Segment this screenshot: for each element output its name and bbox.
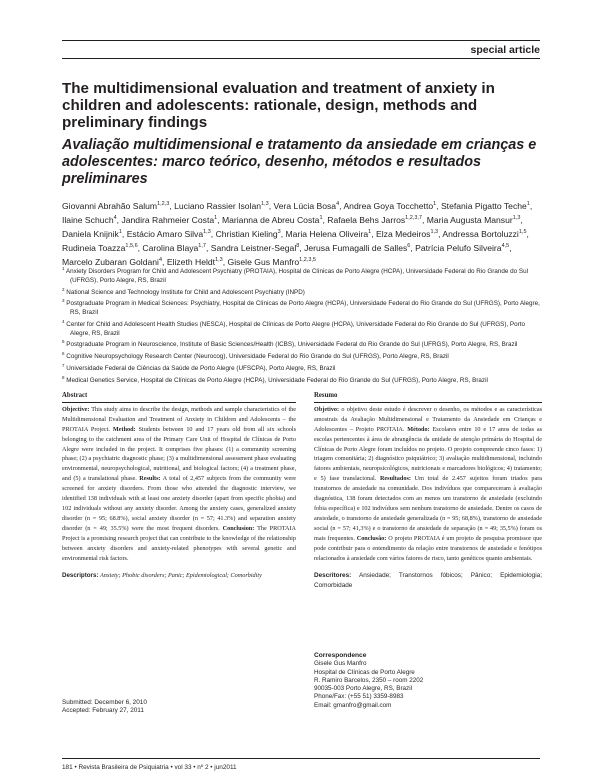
author [216, 229, 281, 239]
affiliation-text: Medical Genetics Service, Hospital de Clínicas de Porto Alegre (HCPA), Universidade Federal do Rio Grande do Sul (UFRGS), Porto Alegre, RS, Brazil [66, 376, 488, 384]
author [327, 215, 422, 225]
author [343, 201, 436, 211]
top-rule [62, 40, 540, 41]
author-affiliation-ref: 1,7 [198, 243, 206, 250]
abstract-rule [62, 402, 296, 403]
author-name: Marcelo Zubaran Goldani [62, 257, 159, 268]
author-affiliation-ref: 4,5 [501, 243, 510, 250]
descriptors-label: Descriptors: [62, 572, 99, 580]
author-name: Carolina Blaya [142, 243, 199, 254]
affiliation-text: Postgraduate Program in Neuroscience, Institute of Basic Sciences/Health (ICBS), Universidade Federal do Rio Grande do Sul (UFRGS), Porto Alegre, RS, Brazil [66, 341, 518, 349]
author [174, 201, 269, 211]
article-title: The multidimensional evaluation and treatment of anxiety in children and adolescents: rationale, design, methods and preliminary findings [62, 80, 495, 131]
author-name: Elza Medeiros [376, 228, 431, 239]
affiliation-text: Center for Child and Adolescent Health Studies (NESCA), Hospital de Clínicas de Porto Alegre (HCPA), Universidade Federal do Rio Grande do Sul (UFRGS), Porto Alegre, RS, Brazil [66, 320, 525, 337]
author-affiliation-ref: 1,3 [430, 229, 439, 236]
author-affiliation-ref: 1,5 [518, 229, 527, 236]
author [376, 229, 438, 239]
author-name: Andressa Bortoluzzi [442, 228, 519, 239]
affiliation-item [62, 338, 542, 350]
author-name: Giovanni Abrahão Salum [62, 200, 158, 211]
author-name: Patrícia Pelufo Silveira [415, 243, 502, 254]
author-list: Giovanni Abrahão Salum$^{1,2,3}$, Luciano Rassier Isolan$^{1,3}$, Vera Lúcia Bosa$^4$, Andrea Goya Tocchetto$^1$, Stefania Pigatto Teche$^1$, Ilaine Schuch$^4$, Jandira Rahmeier Costa$^1$, Marianna de Abreu Costa$^1$, Rafaela Behs Jarros$^{1,2,3,7}$, Maria Augusta Mansur$^{1,3}$, Daniela Knijnik$^1$, Estácio Amaro Silva$^{1,3}$, Christian Kieling$^3$, Maria Helena Oliveira$^1$, Elza Medeiros$^{1,3}$, Andressa Bortoluzzi$^{1,5}$, Rudineia Toazza$^{1,5,6}$, Carolina Blaya$^{1,7}$, Sandra Leistner-Segal$^8$, Jerusa Fumagalli de Salles$^6$, Patrícia Pelufo Silveira$^{4,5}$, Marcelo Zubaran Goldani$^4$, Elizeth Heldt$^{1,3}$, Gisele Gus Manfro$^{1,2,3,5}$ [62, 200, 533, 268]
author-name: Maria Augusta Mansur [426, 214, 513, 225]
method-label: Method: [112, 425, 136, 433]
author [62, 215, 117, 225]
footer-rule [62, 758, 540, 759]
author [442, 229, 526, 239]
author-affiliation-ref: 1,2,3,7 [405, 215, 422, 222]
author-affiliation-ref: 1,3 [512, 215, 521, 222]
affiliation-text: Postgraduate Program in Medical Sciences: Psychiatry, Hospital de Clínicas de Porto Alegre (HCPA), Universidade Federal do Rio Grande do Sul (UFRGS), Porto Alegre, RS, Brazil [66, 300, 540, 317]
resultados-label: Resultados: [379, 475, 411, 483]
descritores-text: Ansiedade; Transtornos fóbicos; Pânico; Epidemiologia; Comorbidade [314, 572, 542, 590]
results-label: Results: [139, 475, 161, 483]
abstract-body [62, 405, 296, 564]
descriptors-text: Anxiety; Phobic disorders; Panic; Epidemiological; Comorbidity [100, 572, 262, 580]
author-name: Rafaela Behs Jarros [327, 214, 406, 225]
author-affiliation-ref: 1,3 [203, 229, 211, 236]
author-name: Christian Kieling [215, 228, 278, 239]
descritores [314, 571, 542, 591]
submission-dates [62, 699, 262, 716]
author-affiliation-ref: 1 [433, 201, 437, 207]
affiliation-item [62, 350, 542, 362]
affiliation-text: Anxiety Disorders Program for Child and Adolescent Psychiatry (PROTAIA), Hospital de Clínicas de Porto Alegre (HCPA), Universidade Federal do Rio Grande do Sul (UFRGS), Porto Alegre, RS, Brazil [65, 268, 529, 284]
results-text: A total of 2,457 subjects from the community were screened for anxiety disorders. From those who attended the diagnostic interview, we identified 138 individuals with at least one anxiety disorder (apart from specific phobia) and 102 individuals without any anxiety disorder. Among the anxiety cases, generalized anxiety disorder (n = 95; 68.8%), social anxiety disorder (n = 57; 41.3%) and separation anxiety disorder (n = 49; 35.5%) were the most frequent disorders. [62, 475, 297, 532]
descritores-label: Descritores: [314, 572, 352, 580]
author [415, 243, 509, 253]
correspondence-phone: Phone/Fax: (+55 51) 3359-8983 [314, 693, 404, 701]
correspondence-name: Gisele Gus Manfro [314, 660, 367, 668]
objective-text: This study aims to describe the design, methods and sample characteristics of the Multidimensional Evaluation and Treatment of Anxiety in Children and Adolescents – the PROTAIA Project. [62, 405, 297, 433]
conclusion-label: Conclusion: [222, 524, 255, 532]
author-affiliation-ref: 3 [277, 229, 281, 236]
correspondence-street: R. Ramiro Barcelos, 2350 – room 2202 [314, 676, 424, 684]
objetivo-label: Objetivo: [314, 405, 340, 413]
author-affiliation-ref: 1 [214, 215, 218, 222]
resumo-body [314, 405, 542, 564]
correspondence-city: 90035-003 Porto Alegre, RS, Brazil [314, 685, 413, 693]
correspondence-email[interactable]: Email: gmanfro@gmail.com [314, 701, 392, 709]
conclusion-text: The PROTAIA Project is a promising research project that can contribute to the knowledge of the relationship between anxiety disorders and anxiety-related phenotypes with several genetic and environmental risk factors. [62, 524, 297, 562]
author-affiliation-ref: 1,3 [261, 201, 269, 207]
affiliation-number: 6 [62, 351, 65, 357]
author [222, 215, 323, 225]
correspondence-heading: Correspondence [314, 652, 367, 659]
author-affiliation-ref: 1 [319, 215, 323, 222]
author-name: Elizeth Heldt [166, 257, 216, 268]
author-affiliation-ref: 1,2,3 [157, 201, 170, 207]
author [142, 243, 206, 253]
author [273, 201, 339, 211]
resumo-rule [314, 402, 542, 403]
affiliation-number: 4 [62, 318, 65, 324]
author [304, 243, 410, 253]
author-affiliation-ref: 1,2,3,5 [299, 257, 316, 264]
author [62, 201, 169, 211]
affiliation-item [62, 297, 542, 318]
author-name: Estácio Amaro Silva [126, 228, 204, 239]
abstract-portuguese [314, 391, 542, 591]
author-name: Vera Lúcia Bosa [273, 200, 337, 211]
method-text: Students between 10 and 17 years old from all six schools belonging to the catchment area of the Primary Care Unit of Hospital de Clínicas de Porto Alegre were included in the project. It comprises five phases: (1) a community screening phase; (2) a psychiatric diagnostic phase; (3) a multidimensional assessment phase evaluating environmental, neuropsychological, nutritional, and biological factors; (4) a treatment phase, and (5) a translational phase. [62, 425, 297, 483]
affiliation-number: 1 [62, 266, 65, 271]
page-footer: 181 • Revista Brasileira de Psiquiatria • vol 33 • nº 2 • jun2011 [62, 764, 237, 771]
resumo-heading: Resumo [314, 392, 338, 399]
author-affiliation-ref: 6 [407, 243, 411, 250]
author-affiliation-ref: 1 [526, 201, 530, 207]
author-name: Jerusa Fumagalli de Salles [304, 243, 408, 254]
author-name: Ilaine Schuch [62, 214, 114, 225]
author [121, 215, 217, 225]
author-name: Luciano Rassier Isolan [174, 200, 262, 211]
author [62, 243, 138, 253]
author [211, 243, 300, 253]
author-affiliation-ref: 1 [368, 229, 372, 236]
affiliation-item [62, 318, 542, 339]
affiliation-item [62, 362, 542, 374]
correspondence-institution: Hospital de Clínicas de Porto Alegre [314, 668, 415, 676]
objetivo-text: o objetivo deste estudo é descrever o desenho, os métodos e as características amostrais da Avaliação Multidimensional e Tratamento da Ansiedade em Crianças e Adolescentes – Projeto PROTAIA. [314, 405, 543, 433]
author-name: Sandra Leistner-Segal [210, 243, 297, 254]
affiliation-list [62, 265, 542, 385]
author [286, 229, 372, 239]
author-name: Stefania Pigatto Teche [440, 200, 527, 211]
article-title-portuguese: Avaliação multidimensional e tratamento da ansiedade em crianças e adolescentes: marco teórico, desenho, métodos e resultados preliminares [62, 137, 537, 187]
author [127, 229, 211, 239]
author-name: Marianna de Abreu Costa [221, 214, 320, 225]
affiliation-number: 7 [62, 362, 65, 368]
abstract-english [62, 391, 296, 581]
affiliation-text: Cognitive Neuropsychology Research Center (Neurocog), Universidade Federal do Rio Grande do Sul (UFRGS), Porto Alegre, RS, Brazil [66, 353, 449, 361]
affiliation-number: 5 [62, 339, 65, 345]
affiliation-number: 2 [62, 286, 65, 292]
header-rule [62, 58, 540, 59]
author-name: Andrea Goya Tocchetto [343, 200, 434, 211]
author-affiliation-ref: 4 [158, 257, 163, 264]
resultados-text: Um total de 2.457 sujeitos foram triados para transtornos de ansiedade na comunidade. Dos indivíduos que compareceram à avaliação diagnóstica, 138 foram detectados com ao menos um transtorno de ansiedade (excluindo fobia específica) e 102 indivíduos sem nenhum transtorno de ansiedade. Dentre os casos de ansiedade, o transtorno de ansiedade generalizada (n = 95; 68,8%), transtorno de ansiedade social (n = 57; 41,3%) e o transtorno de ansiedade de separação (n = 49; 35,5%) foram os mais frequentes. [314, 475, 542, 542]
submitted-date: Submitted: December 6, 2010 [62, 699, 147, 706]
affiliation-number: 8 [62, 374, 65, 380]
author-name: Jandira Rahmeier Costa [121, 214, 215, 225]
abstract-heading: Abstract [62, 392, 88, 399]
conclusao-label: Conclusão: [356, 534, 387, 542]
correspondence-block [314, 652, 542, 710]
conclusao-text: O projeto PROTAIA é um projeto de pesquisa promissor que pode contribuir para o entendimento da relação entre transtornos de ansiedade e fenótipos relacionados à ansiedade com vários fatores de risco, tanto genéticos quanto ambientais. [314, 534, 543, 562]
accepted-date: Accepted: February 27, 2011 [62, 707, 144, 715]
objective-label: Objective: [62, 405, 90, 413]
author-affiliation-ref: 4 [336, 201, 340, 207]
descriptors [62, 571, 296, 581]
author-affiliation-ref: 4 [113, 215, 117, 222]
metodo-label: Método: [407, 425, 430, 433]
author [441, 201, 530, 211]
affiliation-number: 3 [62, 298, 65, 304]
author-affiliation-ref: 1,5,6 [125, 243, 138, 250]
author [62, 229, 122, 239]
author-affiliation-ref: 1 [118, 229, 122, 236]
affiliation-item [62, 374, 542, 386]
metodo-text: Escolares entre 10 e 17 anos de todas as escolas pertencentes à área de abrangência da unidade de atenção primária do Hospital de Clínicas de Porto Alegre foram incluídos no projeto. O projeto compreende cinco fases: 1) triagem comunitária; 2) diagnóstico psiquiátrico; 3) avaliação multidimensional, incluindo fatores ambientais, neuropsicológicos, nutricionais e marcadores biológicos; 4) tratamento; e 5) fase translacional. [314, 425, 543, 483]
section-label: special article [470, 44, 540, 56]
affiliation-text: Universidade Federal de Ciências da Saúde de Porto Alegre (UFSCPA), Porto Alegre, RS, Brazil [66, 364, 336, 372]
author-name: Gisele Gus Manfro [227, 257, 300, 268]
author [427, 215, 521, 225]
author-name: Rudineia Toazza [62, 243, 126, 254]
affiliation-item [62, 265, 542, 286]
author-affiliation-ref: 8 [296, 243, 300, 250]
author-name: Daniela Knijnik [62, 228, 119, 239]
author-name: Maria Helena Oliveira [285, 228, 369, 239]
author-affiliation-ref: 1,3 [215, 257, 223, 264]
affiliation-text: National Science and Technology Institute for Child and Adolescent Psychiatry (INPD) [66, 288, 305, 296]
affiliation-item [62, 286, 542, 298]
